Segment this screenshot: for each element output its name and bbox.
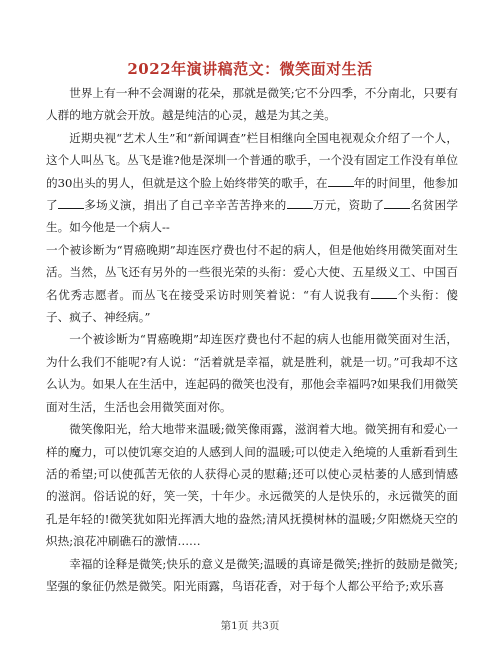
blank-line [384,196,410,209]
blank-line [287,196,313,209]
paragraph-1: 世界上有一种不会凋谢的花朵，那就是微笑;它不分四季，不分南北，只要有人群的地方就会开放。越是纯洁的心灵，越是为其之美。 [46,86,458,123]
blank-line [328,174,354,187]
paragraph-5: 微笑像阳光，给大地带来温暖;微笑像雨露，滋润着大地。微笑拥有和爱心一样的魔力，可以使饥寒交迫的人感到人间的温暖;可以使走入绝境的人重新看到生活的希望;可以使孤苦无依的人获得心灵的慰藉;还可以使心灵枯萎的人感到情感的滋润。俗话说的好，笑一笑，十年少。永远微笑的人是快乐的，永远微笑的面孔是年轻的!微笑犹如阳光挥洒大地的盎然;清风抚摸树林的温暖;夕阳燃烧天空的炽热;浪花冲刷礁石的激情…… [46,422,458,549]
paragraph-3-text-b: 个头衔：傻子、疯子、神经病。” [46,287,458,325]
page-footer: 第1页 共3页 [220,620,280,632]
blank-line [371,286,397,299]
document-title: 2022年演讲稿范文：微笑面对生活 [127,60,373,78]
blank-line [58,196,84,209]
paragraph-2 [46,127,458,239]
paragraph-2-text-a: 近期央视“艺术人生”和“新闻调查”栏目相继向全国电视观众介绍了一个人，这个人叫丛飞。丛飞是谁?他是深圳一个普通的歌手，一个没有固定工作没有单位的30出头的男人，但就是这个脸上始终带笑的歌手，在 [46,130,458,190]
paragraph-2-text-b: 年的时间里，他参加了 [46,175,458,213]
document-body [46,82,458,597]
paragraph-2-text-d: 万元，资助了 [312,198,385,213]
paragraph-4: 一个被诊断为“胃癌晚期”却连医疗费也付不起的病人也能用微笑面对生活，为什么我们不能呢?有人说：“活着就是幸福，就是胜利，就是一切。”可我却不这么认为。如果人在生活中，连起码的微笑也没有，那他会幸福吗?如果我们用微笑面对生活，生活也会用微笑面对你。 [46,332,458,414]
paragraph-6: 幸福的诠释是微笑;快乐的意义是微笑;温暖的真谛是微笑;挫折的鼓励是微笑;坚强的象征仍然是微笑。阳光雨露，鸟语花香，对于每个人都公平给予;欢乐喜 [46,556,458,593]
paragraph-2-text-e: 名贫困学生。如今他是一个病人-- [46,198,458,235]
paragraph-3-text-a: 一个被诊断为“胃癌晚期”却连医疗费也付不起的病人，但是他始终用微笑面对生活。当然，丛飞还有另外的一些很光荣的头衔：爱心大使、五星级义工、中国百名优秀志愿者。而丛飞在接受采访时则笑着说：“有人说我有 [46,242,458,302]
paragraph-2-text-c: 多场义演，捐出了自己辛辛苦苦挣来的 [83,198,287,213]
paragraph-3 [46,239,458,329]
